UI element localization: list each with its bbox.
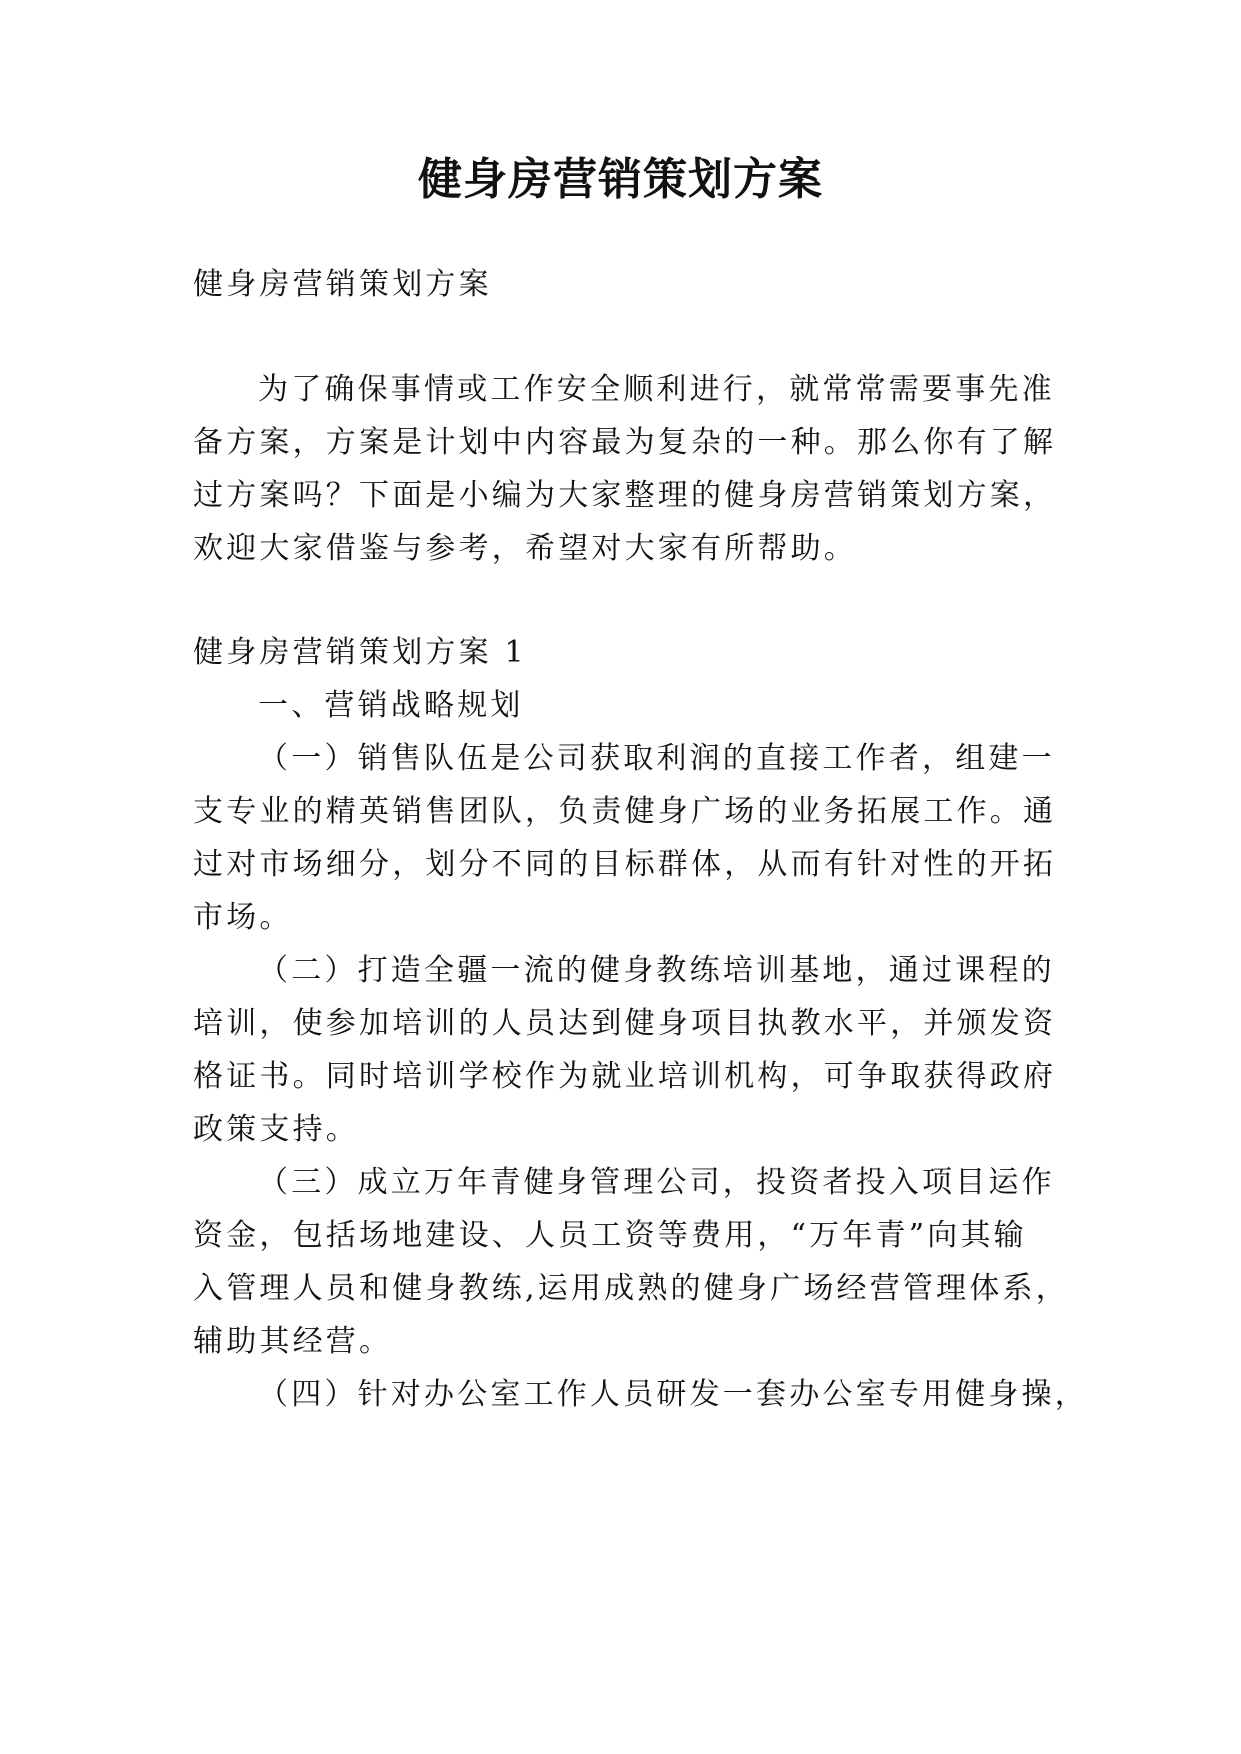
document-title: 健身房营销策划方案: [418, 154, 823, 205]
item-1-line-2: 支专业的精英销售团队，负责健身广场的业务拓展工作。通: [193, 794, 1057, 829]
heading-1: 一、营销战略规划: [258, 688, 524, 723]
item-3-line-2: 资金，包括场地建设、人员工资等费用，“万年青”向其输: [193, 1218, 1027, 1253]
intro-line-3: 过方案吗？下面是小编为大家整理的健身房营销策划方案，: [193, 478, 1057, 513]
intro-line-4: 欢迎大家借鉴与参考，希望对大家有所帮助。: [193, 531, 857, 566]
item-4-line-1: （四）针对办公室工作人员研发一套办公室专用健身操，: [258, 1377, 1088, 1412]
item-2-line-1: （二）打造全疆一流的健身教练培训基地，通过课程的: [258, 953, 1055, 988]
item-1-line-1: （一）销售队伍是公司获取利润的直接工作者，组建一: [258, 741, 1055, 776]
intro-line-1: 为了确保事情或工作安全顺利进行，就常常需要事先准: [258, 372, 1055, 407]
item-3-line-4: 辅助其经营。: [193, 1324, 393, 1359]
item-3-line-3: 入管理人员和健身教练,运用成熟的健身广场经营管理体系，: [193, 1271, 1069, 1306]
item-1-line-4: 市场。: [193, 900, 293, 935]
item-2-line-2: 培训，使参加培训的人员达到健身项目执教水平，并颁发资: [193, 1006, 1057, 1041]
item-2-line-3: 格证书。同时培训学校作为就业培训机构，可争取获得政府: [193, 1059, 1057, 1094]
section-title: 健身房营销策划方案 1: [193, 635, 527, 670]
intro-line-2: 备方案，方案是计划中内容最为复杂的一种。那么你有了解: [193, 425, 1057, 460]
item-3-line-1: （三）成立万年青健身管理公司，投资者投入项目运作: [258, 1165, 1055, 1200]
document-subtitle: 健身房营销策划方案: [193, 267, 492, 302]
item-1-line-3: 过对市场细分，划分不同的目标群体，从而有针对性的开拓: [193, 847, 1057, 882]
item-2-line-4: 政策支持。: [193, 1112, 359, 1147]
